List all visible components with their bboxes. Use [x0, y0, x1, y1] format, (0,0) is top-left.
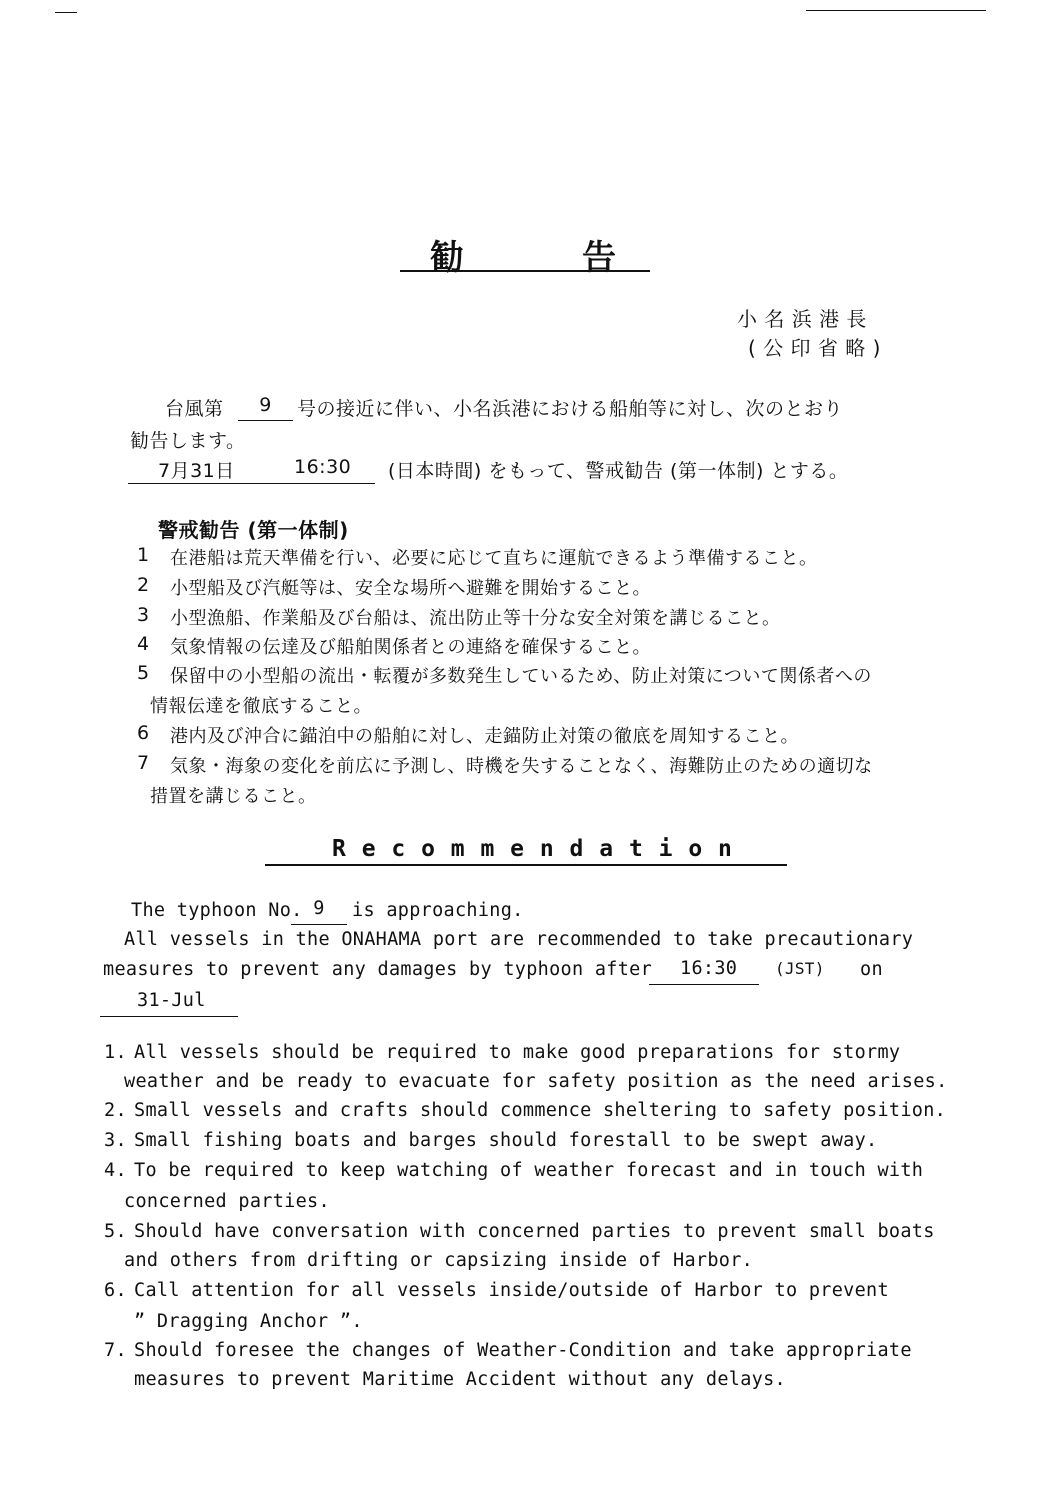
jp-item-num: 2 [137, 574, 150, 596]
en-item-cont: weather and be ready to evacuate for safety position as the need arises. [124, 1071, 948, 1092]
en-item-cont: measures to prevent Maritime Accident without any delays. [134, 1369, 786, 1390]
en-title: R e c o m m e n d a t i o n [332, 836, 733, 862]
en-item-num: 2. [104, 1100, 127, 1121]
jp-item-cont: 情報伝達を徹底すること。 [150, 696, 372, 717]
en-item-num: 7. [104, 1340, 127, 1361]
jp-intro-suffix: 号の接近に伴い、小名浜港における船舶等に対し、次のとおり [297, 398, 844, 420]
en-item-num: 3. [104, 1130, 127, 1151]
jp-typhoon-no: 9 [259, 394, 272, 416]
en-line1-prefix: The typhoon No. [131, 900, 303, 921]
en-item-num: 1. [104, 1042, 127, 1063]
en-item-text: Small vessels and crafts should commence sheltering to safety position. [134, 1100, 947, 1121]
en-date: 31-Jul [137, 990, 206, 1011]
jp-seal-note: ( 公 印 省 略 ) [748, 336, 881, 360]
jp-typhoon-no-underline [238, 420, 293, 421]
en-item-cont: concerned parties. [124, 1191, 330, 1212]
jp-effective-text: (日本時間) をもって、警戒勧告 (第一体制) とする。 [388, 460, 849, 482]
en-typhoon-no: 9 [313, 898, 325, 919]
jp-intro-line2: 勧告します。 [130, 430, 246, 452]
jp-title: 勧 告 [430, 238, 620, 278]
en-item-num: 6. [104, 1280, 127, 1301]
jp-item-text: 保留中の小型船の流出・転覆が多数発生しているため、防止対策について関係者への [170, 666, 872, 687]
en-on: on [860, 959, 883, 980]
jp-item-num: 1 [137, 544, 150, 566]
en-item-cont: and others from drifting or capsizing inside of Harbor. [124, 1250, 754, 1271]
jp-issuer: 小 名 浜 港 長 [737, 307, 867, 331]
top-right-rule [806, 10, 986, 11]
jp-item-num: 3 [137, 604, 150, 626]
en-item-text: Should have conversation with concerned parties to prevent small boats [134, 1221, 935, 1242]
jp-item-num: 4 [137, 633, 150, 655]
jp-item-num: 7 [137, 752, 150, 774]
en-time-underline [649, 984, 759, 985]
en-line3: measures to prevent any damages by typhoon after [103, 959, 653, 980]
jp-item-text: 在港船は荒天準備を行い、必要に応じて直ちに運航できるよう準備すること。 [170, 548, 818, 569]
en-time: 16:30 [680, 958, 738, 979]
en-date-underline [100, 1016, 238, 1017]
jp-item-text: 港内及び沖合に錨泊中の船舶に対し、走錨防止対策の徹底を周知すること。 [170, 726, 799, 747]
jp-item-text: 小型漁船、作業船及び台船は、流出防止等十分な安全対策を講じること。 [170, 608, 781, 629]
en-line2: All vessels in the ONAHAMA port are recommended to take precautionary [124, 929, 914, 950]
en-item-text: Call attention for all vessels inside/outside of Harbor to prevent [134, 1280, 889, 1301]
en-item-text: Should foresee the changes of Weather-Condition and take appropriate [134, 1340, 912, 1361]
jp-item-text: 気象情報の伝達及び船舶関係者との連絡を確保すること。 [170, 637, 651, 658]
en-item-num: 4. [104, 1160, 127, 1181]
jp-effective-time: 16:30 [294, 456, 352, 478]
jp-item-num: 5 [137, 662, 150, 684]
jp-item-cont: 措置を講じること。 [150, 786, 317, 807]
jp-section-heading: 警戒勧告 (第一体制) [158, 518, 349, 542]
jp-intro-prefix: 台風第 [165, 398, 224, 420]
en-item-num: 5. [104, 1221, 127, 1242]
jp-effective-underline [128, 483, 375, 484]
en-typhoon-no-underline [291, 924, 347, 925]
en-tz: (JST) [775, 959, 825, 978]
jp-title-underline [400, 270, 650, 272]
jp-effective-date: 7月31日 [158, 460, 235, 482]
jp-item-text: 小型船及び汽艇等は、安全な場所へ避難を開始すること。 [170, 578, 651, 599]
en-item-text: To be required to keep watching of weather forecast and in touch with [134, 1160, 924, 1181]
en-title-underline [265, 864, 787, 866]
en-item-text: Small fishing boats and barges should forestall to be swept away. [134, 1130, 878, 1151]
en-line1-suffix: is approaching. [352, 900, 524, 921]
jp-item-text: 気象・海象の変化を前広に予測し、時機を失することなく、海難防止のための適切な [170, 756, 873, 777]
en-item-text: All vessels should be required to make good preparations for stormy [134, 1042, 901, 1063]
top-left-rule [55, 12, 77, 13]
en-item-cont: ” Dragging Anchor ”. [134, 1311, 363, 1332]
jp-item-num: 6 [137, 722, 150, 744]
